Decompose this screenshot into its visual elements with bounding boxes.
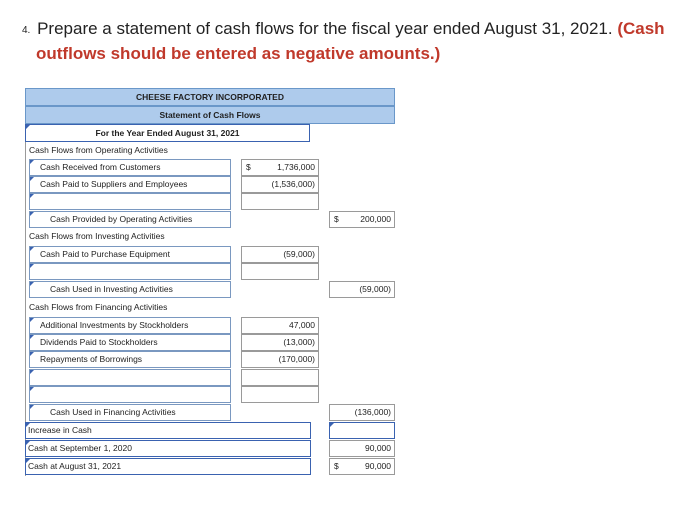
equipment-label: Cash Paid to Purchase Equipment (40, 249, 170, 259)
question-emphasis-1: (Cash (617, 19, 665, 38)
company-name: CHEESE FACTORY INCORPORATED (25, 88, 395, 106)
investing-total-label: Cash Used in Investing Activities (50, 284, 173, 294)
table-row (25, 211, 395, 228)
empty-amount-input[interactable] (241, 263, 319, 280)
empty-label-cell[interactable] (29, 386, 231, 403)
table-row (25, 422, 395, 439)
repayments-amount: (170,000) (278, 354, 315, 364)
table-row (25, 404, 395, 421)
operating-total-label: Cash Provided by Operating Activities (50, 214, 193, 224)
currency-symbol: $ (334, 214, 339, 224)
dividends-amount: (13,000) (283, 337, 315, 347)
investing-total: (59,000) (359, 284, 391, 294)
increase-label: Increase in Cash (28, 425, 92, 435)
currency-symbol: $ (246, 162, 251, 172)
question-emphasis-2: outflows should be entered as negative amounts.) (36, 44, 441, 63)
equipment-amount-input[interactable] (241, 246, 319, 263)
investments-amount-input[interactable] (241, 317, 319, 334)
paid-amount: (1,536,000) (271, 179, 315, 189)
empty-label-cell[interactable] (29, 369, 231, 386)
table-row (25, 193, 395, 210)
beginning-amount: 90,000 (365, 443, 391, 453)
table-row (25, 458, 395, 475)
received-amount-input[interactable] (241, 159, 319, 176)
repayments-amount-input[interactable] (241, 351, 319, 368)
financing-total-input[interactable] (329, 404, 395, 421)
table-row (25, 369, 395, 386)
table-row (25, 386, 395, 403)
ending-amount: 90,000 (365, 461, 391, 471)
empty-label-cell[interactable] (29, 193, 231, 210)
operating-total-input[interactable] (329, 211, 395, 228)
investing-heading: Cash Flows from Investing Activities (29, 231, 165, 241)
ending-amount-input[interactable] (329, 458, 395, 475)
equipment-amount: (59,000) (283, 249, 315, 259)
table-row (25, 176, 395, 193)
question-prompt: Prepare a statement of cash flows for the fiscal year ended August 31, 2021. (37, 19, 613, 38)
investments-amount: 47,000 (289, 320, 315, 330)
repayments-label: Repayments of Borrowings (40, 354, 143, 364)
statement-period: For the Year Ended August 31, 2021 (95, 128, 240, 138)
table-row (25, 317, 395, 334)
investments-label: Additional Investments by Stockholders (40, 320, 189, 330)
operating-heading: Cash Flows from Operating Activities (29, 145, 168, 155)
empty-label-cell[interactable] (29, 263, 231, 280)
operating-total: 200,000 (360, 214, 391, 224)
financing-heading: Cash Flows from Financing Activities (29, 302, 168, 312)
investing-total-input[interactable] (329, 281, 395, 298)
table-row (25, 440, 395, 457)
table-row (25, 263, 395, 280)
table-row (25, 281, 395, 298)
empty-amount-input[interactable] (241, 193, 319, 210)
received-label: Cash Received from Customers (40, 162, 161, 172)
beginning-label: Cash at September 1, 2020 (28, 443, 132, 453)
table-row (25, 351, 395, 368)
operating-heading-row (25, 142, 395, 159)
beginning-amount-input[interactable] (329, 440, 395, 457)
currency-symbol: $ (334, 461, 339, 471)
empty-amount-input[interactable] (241, 369, 319, 386)
dividends-amount-input[interactable] (241, 334, 319, 351)
increase-amount-input[interactable] (329, 422, 395, 439)
period-row (25, 124, 395, 142)
paid-amount-input[interactable] (241, 176, 319, 193)
empty-amount-input[interactable] (241, 386, 319, 403)
table-row (25, 246, 395, 263)
ending-label: Cash at August 31, 2021 (28, 461, 122, 471)
statement-title: Statement of Cash Flows (25, 106, 395, 124)
question-number: 4. (22, 25, 31, 36)
table-row (25, 159, 395, 176)
dividends-label: Dividends Paid to Stockholders (40, 337, 158, 347)
investing-heading-row (25, 228, 395, 245)
financing-total-label: Cash Used in Financing Activities (50, 407, 176, 417)
financing-heading-row (25, 299, 395, 316)
paid-label: Cash Paid to Suppliers and Employees (40, 179, 188, 189)
question-text (22, 18, 694, 65)
received-amount: 1,736,000 (277, 162, 315, 172)
table-row (25, 334, 395, 351)
financing-total: (136,000) (354, 407, 391, 417)
